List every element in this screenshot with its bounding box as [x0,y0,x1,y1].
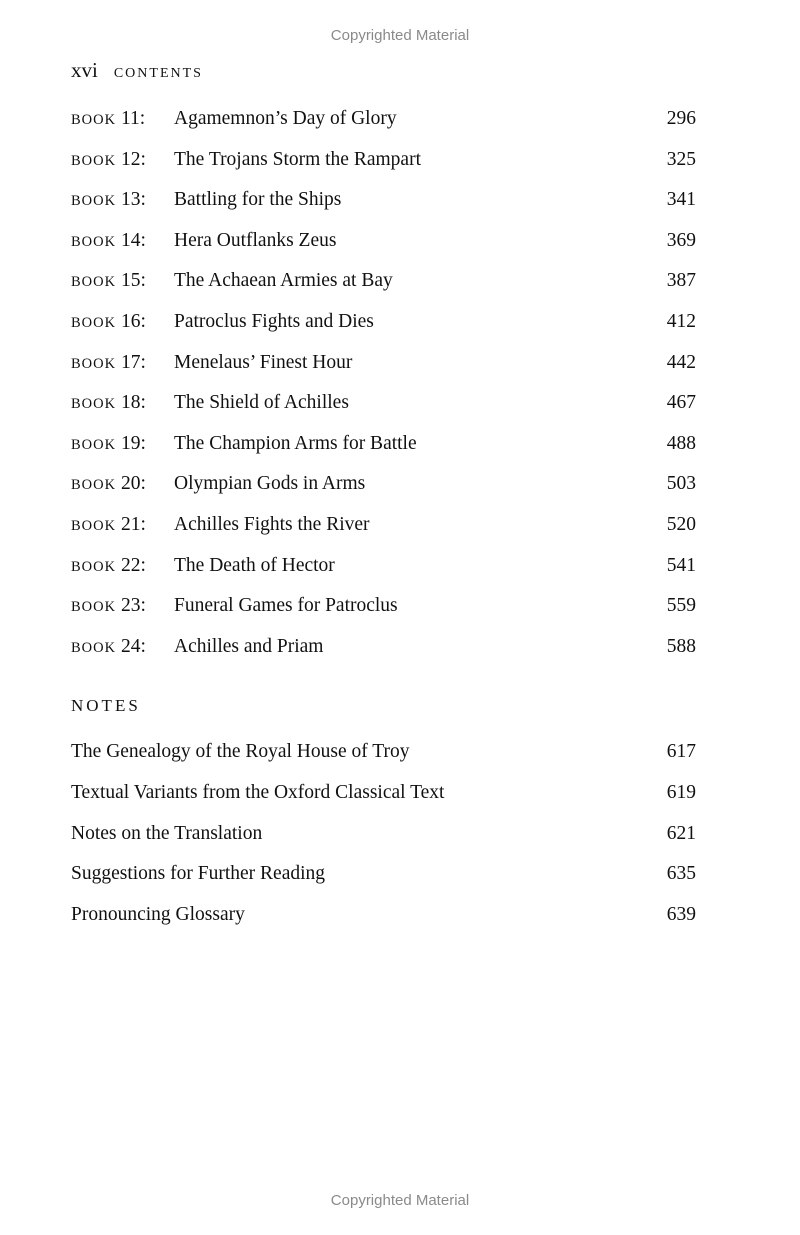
book-label [71,383,146,425]
page-number: xvi [71,58,98,82]
book-label [71,464,146,506]
page-ref: 541 [666,554,696,576]
page-ref: 520 [666,513,696,535]
book-title: Battling for the Ships [174,189,342,211]
book-word: BOOK [71,599,117,616]
toc-entry-book-14 [71,221,696,262]
book-word: BOOK [71,193,117,210]
toc-entry-book-20 [71,464,696,505]
book-word: BOOK [71,112,117,128]
book-number: 19: [120,432,146,454]
book-word: BOOK [71,314,117,331]
toc-entry-book-23 [71,586,696,627]
book-word: BOOK [71,233,117,250]
notes-list [71,732,696,936]
notes-title: Suggestions for Further Reading [71,863,326,885]
page-ref: 488 [666,432,696,454]
toc-entry-book-17 [71,343,696,384]
book-number: 21: [120,513,146,535]
page-ref: 621 [666,822,696,844]
notes-title: The Genealogy of the Royal House of Troy [71,741,410,762]
toc-entry-book-19 [71,424,696,465]
book-word: BOOK [71,558,117,575]
book-title: Funeral Games for Patroclus [174,595,398,617]
book-label [71,180,146,222]
page-header [71,58,203,83]
page-ref: 503 [666,473,696,495]
book-number: 15: [120,270,146,292]
toc-entry-book-15 [71,261,696,302]
book-label [71,221,146,263]
book-number: 16: [120,310,146,332]
contents-list [71,99,696,667]
book-title: The Achaean Armies at Bay [174,270,393,292]
book-word: BOOK [71,477,117,494]
page-ref: 387 [666,270,696,292]
book-title: The Champion Arms for Battle [174,432,417,454]
book-word: BOOK [71,639,117,656]
book-title: Olympian Gods in Arms [174,473,366,495]
running-title: CONTENTS [113,66,203,81]
book-label [71,586,146,628]
book-title: The Shield of Achilles [174,392,349,414]
notes-entry [71,814,696,855]
watermark-top: Copyrighted Material [330,27,470,44]
page-ref: 639 [666,904,696,926]
notes-title: Notes on the Translation [71,822,263,844]
book-number: 17: [120,351,146,373]
book-label [71,505,146,547]
book-number: 22: [120,554,146,576]
page-ref: 559 [666,595,696,617]
book-number: 12: [120,148,146,170]
notes-entry [71,854,696,895]
book-label [71,140,146,182]
page-ref: 635 [666,863,696,885]
book-title: The Death of Hector [174,554,335,576]
toc-entry-book-18 [71,383,696,424]
notes-heading: NOTES [71,696,141,715]
book-word: BOOK [71,355,117,372]
page-ref: 442 [666,351,696,373]
book-label [71,546,146,588]
book-title: Achilles Fights the River [174,513,370,535]
book-title: Hera Outflanks Zeus [174,229,337,251]
book-label [71,261,146,303]
page-ref: 412 [666,310,696,332]
book-title: Achilles and Priam [174,635,324,657]
page-ref: 619 [666,781,696,803]
page-ref: 325 [666,148,696,170]
book-number: 11: [120,108,146,129]
page-ref: 296 [666,108,696,129]
book-number: 24: [120,635,146,657]
book-word: BOOK [71,396,117,413]
toc-entry-book-13 [71,180,696,221]
watermark-bottom: Copyrighted Material [330,1192,470,1209]
page-ref: 341 [666,189,696,211]
page-ref: 588 [666,635,696,657]
toc-entry-book-11 [71,99,696,140]
toc-entry-book-21 [71,505,696,546]
page-ref: 617 [666,741,696,762]
book-word: BOOK [71,274,117,291]
book-label [71,343,146,385]
book-label [71,302,146,344]
book-number: 23: [120,595,146,617]
book-word: BOOK [71,517,117,534]
book-title: Agamemnon’s Day of Glory [174,108,397,129]
book-title: Menelaus’ Finest Hour [174,351,353,373]
page-ref: 369 [666,229,696,251]
book-number: 18: [120,392,146,414]
book-title: Patroclus Fights and Dies [174,310,374,332]
book-label [71,99,145,141]
toc-entry-book-16 [71,302,696,343]
book-number: 20: [120,473,146,495]
notes-title: Pronouncing Glossary [71,904,245,926]
book-number: 14: [120,229,146,251]
book-label [71,627,146,669]
toc-entry-book-22 [71,546,696,587]
notes-title: Textual Variants from the Oxford Classical Text [71,781,445,803]
notes-entry [71,895,696,936]
notes-entry [71,773,696,814]
notes-entry [71,732,696,773]
book-word: BOOK [71,436,117,453]
book-word: BOOK [71,152,117,169]
toc-entry-book-24 [71,627,696,668]
page-ref: 467 [666,392,696,414]
book-title: The Trojans Storm the Rampart [174,148,421,170]
book-number: 13: [120,189,146,211]
toc-entry-book-12 [71,140,696,181]
book-label [71,424,146,466]
